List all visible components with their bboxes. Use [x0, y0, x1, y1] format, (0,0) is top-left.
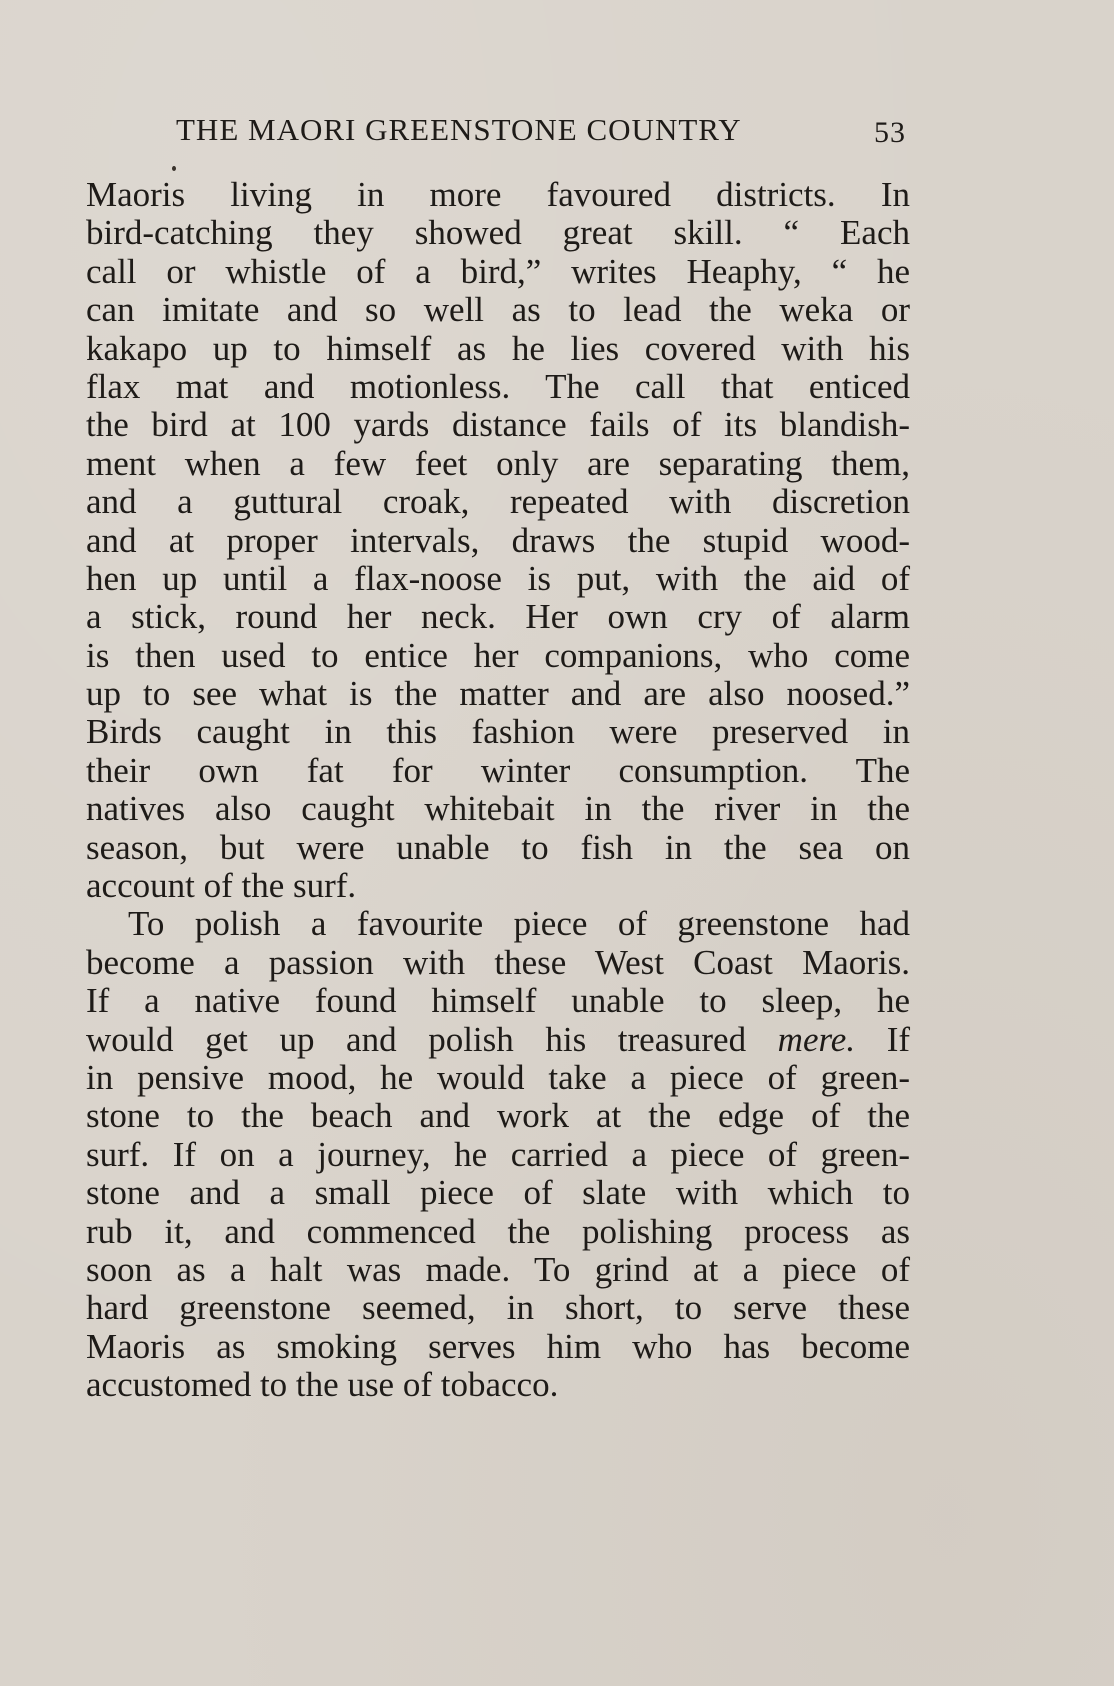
text-line: To polish a favourite piece of greenstone had: [128, 904, 910, 944]
text-line: is then used to entice her companions, who come: [86, 635, 910, 675]
text-line: ment when a few feet only are separating them,: [86, 443, 910, 483]
text-line: flax mat and motionless. The call that enticed: [86, 366, 910, 406]
text-line: hen up until a flax-noose is put, with the aid of: [86, 558, 910, 598]
print-speck: [172, 166, 176, 171]
text-line: hard greenstone seemed, in short, to serve these: [86, 1288, 910, 1328]
text-run: would get up and polish his treasured: [86, 1019, 778, 1059]
text-line: become a passion with these West Coast Maoris.: [86, 942, 910, 982]
body-text: [86, 176, 910, 1405]
text-line: rub it, and commenced the polishing process as: [86, 1211, 910, 1251]
italic-word: mere.: [777, 1019, 856, 1059]
text-line: surf. If on a journey, he carried a piece of green-: [86, 1134, 910, 1174]
page-number: 53: [874, 116, 906, 149]
text-line-with-italic: [86, 1021, 910, 1059]
text-line: season, but were unable to fish in the sea on: [86, 827, 910, 867]
text-line: If a native found himself unable to sleep, he: [86, 981, 910, 1021]
text-line: kakapo up to himself as he lies covered with his: [86, 328, 910, 368]
text-line: up to see what is the matter and are also noosed.”: [86, 674, 910, 714]
text-run: If: [855, 1019, 911, 1059]
text-line: account of the surf.: [86, 866, 357, 906]
running-title: THE MAORI GREENSTONE COUNTRY: [176, 112, 742, 147]
text-line: bird-catching they showed great skill. “ Each: [86, 213, 910, 253]
text-line: and a guttural croak, repeated with discretion: [86, 482, 910, 522]
running-head: [176, 112, 906, 152]
text-line: call or whistle of a bird,” writes Heaphy, “ he: [86, 251, 910, 291]
text-line: Birds caught in this fashion were preserved in: [86, 712, 910, 752]
text-line: Maoris living in more favoured districts. In: [86, 175, 910, 214]
text-line: can imitate and so well as to lead the weka or: [86, 290, 910, 330]
text-line: the bird at 100 yards distance fails of its blandish-: [86, 405, 910, 445]
text-line: accustomed to the use of tobacco.: [86, 1365, 559, 1405]
text-line: soon as a halt was made. To grind at a piece of: [86, 1249, 910, 1289]
text-line: Maoris as smoking serves him who has become: [86, 1326, 910, 1366]
text-line: and at proper intervals, draws the stupid wood-: [86, 520, 910, 560]
text-line: their own fat for winter consumption. The: [86, 750, 910, 790]
text-line: natives also caught whitebait in the river in the: [86, 789, 910, 829]
text-line: stone to the beach and work at the edge of the: [86, 1096, 910, 1136]
text-line: a stick, round her neck. Her own cry of alarm: [86, 597, 910, 637]
text-line: in pensive mood, he would take a piece of green-: [86, 1057, 910, 1097]
text-line: stone and a small piece of slate with which to: [86, 1173, 910, 1213]
